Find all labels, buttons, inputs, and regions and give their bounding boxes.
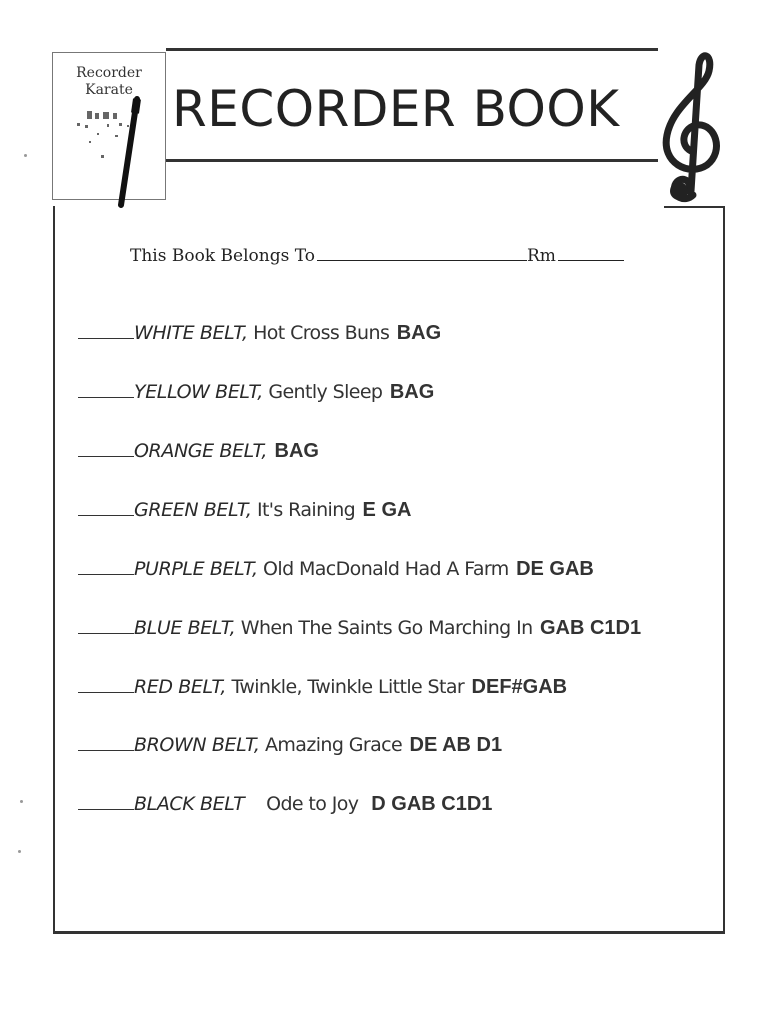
- song-title: Amazing Grace: [259, 734, 408, 756]
- song-title: Gently Sleep: [262, 381, 388, 403]
- recorder-karate-logo: [52, 52, 166, 200]
- checkoff-blank[interactable]: [78, 337, 134, 339]
- belt-row-brown: [78, 734, 502, 757]
- notes: DE AB D1: [409, 734, 503, 756]
- notes: BAG: [389, 381, 435, 403]
- logo-title: [53, 65, 165, 99]
- belt-row-blue: [78, 617, 641, 640]
- scan-speck: [24, 154, 27, 157]
- room-number-blank[interactable]: [558, 259, 624, 261]
- belt-row-purple: [78, 558, 594, 581]
- belt-name: ORANGE BELT,: [134, 440, 268, 462]
- belt-name: BROWN BELT,: [134, 734, 260, 756]
- song-title: Hot Cross Buns: [247, 322, 395, 344]
- belt-row-black: [78, 793, 492, 816]
- notes: BAG: [396, 322, 442, 344]
- song-title: Ode to Joy: [244, 793, 370, 815]
- song-title: Twinkle, Twinkle Little Star: [226, 676, 470, 698]
- notes: DE GAB: [516, 558, 594, 580]
- checkoff-blank[interactable]: [78, 691, 134, 693]
- logo-line-2: Karate: [85, 82, 133, 98]
- notes: D GAB C1D1: [371, 793, 493, 815]
- belt-row-green: [78, 499, 411, 522]
- belt-name: GREEN BELT,: [134, 499, 252, 521]
- notes: GAB C1D1: [539, 617, 642, 639]
- belt-row-red: [78, 676, 567, 699]
- belt-row-yellow: [78, 381, 434, 404]
- belt-name: RED BELT,: [134, 676, 227, 698]
- owner-line: [130, 246, 624, 266]
- treble-clef-icon: [655, 45, 730, 210]
- owner-name-blank[interactable]: [317, 259, 527, 261]
- notes: E GA: [362, 499, 412, 521]
- song-title: It's Raining: [251, 499, 361, 521]
- checkoff-blank[interactable]: [78, 749, 134, 751]
- recorder-instrument-icon: [113, 95, 143, 210]
- belt-name: BLACK BELT: [134, 793, 245, 815]
- belt-name: PURPLE BELT,: [134, 558, 258, 580]
- scan-speck: [20, 800, 23, 803]
- room-label: Rm: [526, 246, 556, 266]
- checkoff-blank[interactable]: [78, 396, 134, 398]
- song-title: When The Saints Go Marching In: [235, 617, 538, 639]
- owner-label: This Book Belongs To: [130, 246, 315, 266]
- frame-top-edge: [664, 206, 725, 208]
- song-title: [267, 440, 272, 462]
- notes: DEF#GAB: [471, 676, 568, 698]
- belt-name: WHITE BELT,: [134, 322, 248, 344]
- page-title: RECORDER BOOK: [172, 80, 620, 138]
- checkoff-blank[interactable]: [78, 514, 134, 516]
- checkoff-blank[interactable]: [78, 808, 134, 810]
- scan-speck: [18, 850, 21, 853]
- song-title: Old MacDonald Had A Farm: [257, 558, 515, 580]
- checkoff-blank[interactable]: [78, 573, 134, 575]
- belt-row-orange: [78, 440, 319, 463]
- checkoff-blank[interactable]: [78, 455, 134, 457]
- logo-line-1: Recorder: [76, 65, 142, 81]
- belt-name: YELLOW BELT,: [134, 381, 263, 403]
- belt-name: BLUE BELT,: [134, 617, 236, 639]
- notes: BAG: [274, 440, 319, 462]
- checkoff-blank[interactable]: [78, 632, 134, 634]
- belt-row-white: [78, 322, 441, 345]
